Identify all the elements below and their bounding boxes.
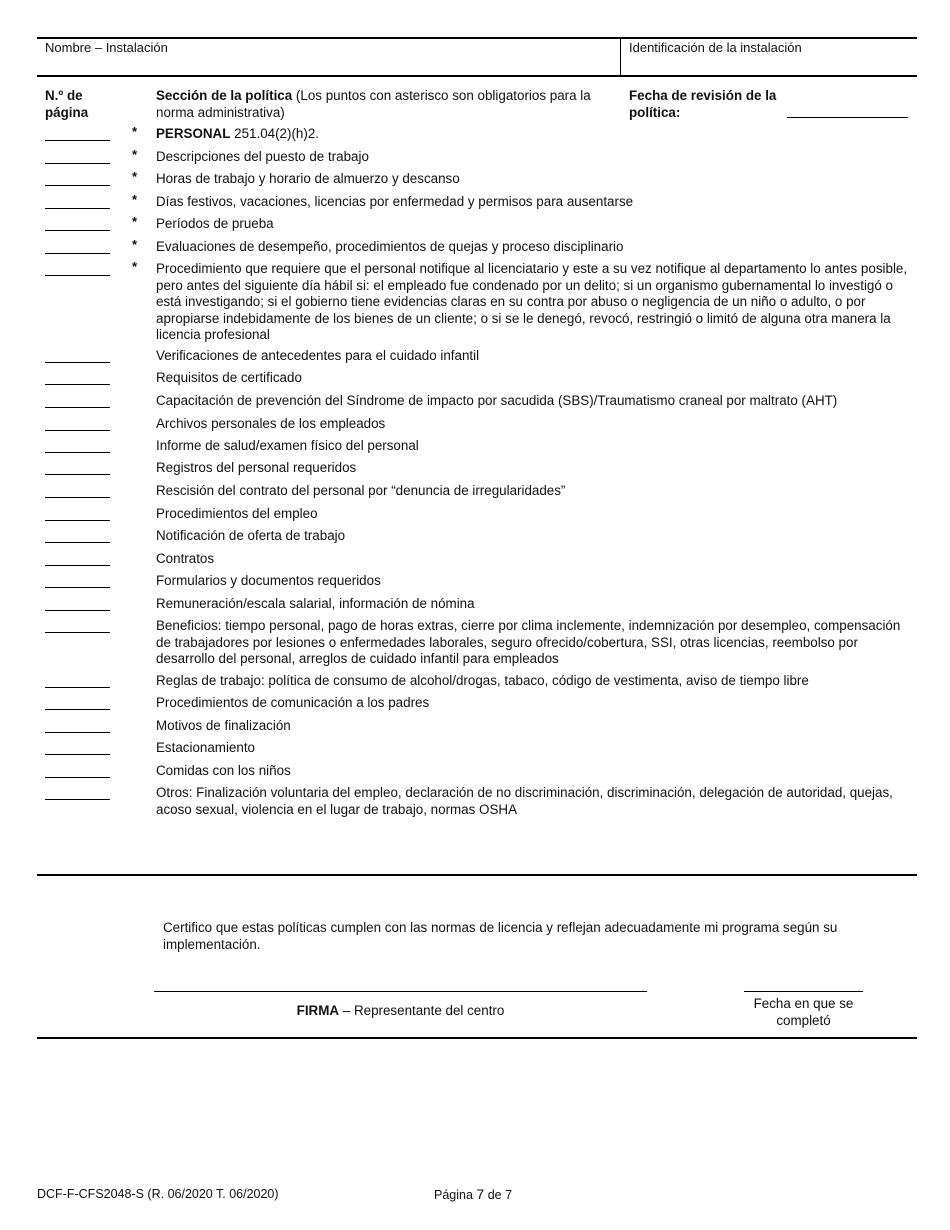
policy-item-text <box>156 416 908 433</box>
facility-name-label: Nombre – Instalación <box>45 40 168 55</box>
policy-item-label: Remuneración/escala salarial, información de nómina <box>156 596 475 611</box>
policy-item-text <box>156 506 908 523</box>
policy-item-label: Descripciones del puesto de trabajo <box>156 149 369 164</box>
policy-item-text <box>156 718 908 735</box>
policy-item-label: Requisitos de certificado <box>156 370 302 385</box>
required-asterisk: * <box>132 259 138 274</box>
page-number-blank[interactable] <box>45 632 110 633</box>
page-number-blank[interactable] <box>45 253 110 254</box>
required-asterisk: * <box>132 124 138 139</box>
certification-bottom-rule <box>37 1037 917 1039</box>
policy-item-label: Archivos personales de los empleados <box>156 416 386 431</box>
policy-item-label: Horas de trabajo y horario de almuerzo y descanso <box>156 171 460 186</box>
completion-date-label: Fecha en que se completó <box>753 996 854 1028</box>
required-asterisk: * <box>132 169 138 184</box>
page-number-blank[interactable] <box>45 497 110 498</box>
page-number-blank[interactable] <box>45 687 110 688</box>
facility-id-label: Identificación de la instalación <box>629 40 802 55</box>
signature-label-rest: – Representante del centro <box>339 1003 505 1018</box>
policy-item-text <box>156 673 908 690</box>
policy-item-label: 251.04(2)(h)2. <box>230 126 319 141</box>
page-current: 7 <box>476 1186 485 1202</box>
page-number-blank[interactable] <box>45 777 110 778</box>
page-number-blank[interactable] <box>45 275 110 276</box>
policy-item-label: Verificaciones de antecedentes para el cuidado infantil <box>156 348 480 363</box>
page-number-blank[interactable] <box>45 140 110 141</box>
policy-item-text <box>156 216 908 233</box>
form-id: DCF-F-CFS2048-S (R. 06/2020 T. 06/2020) <box>37 1187 279 1201</box>
policy-item-text <box>156 596 908 613</box>
policy-item-text <box>156 551 908 568</box>
policy-item-label: Días festivos, vacaciones, licencias por enfermedad y permisos para ausentarse <box>156 194 634 209</box>
page-of: de <box>487 1188 502 1202</box>
policy-item-text <box>156 785 908 818</box>
policy-item-label: Comidas con los niños <box>156 763 291 778</box>
policy-item-text <box>156 393 908 410</box>
page-number-blank[interactable] <box>45 610 110 611</box>
policy-item-label: Notificación de oferta de trabajo <box>156 528 346 543</box>
policy-section-note: (Los puntos con asterisco son obligatorios para la norma administrativa) <box>156 88 591 120</box>
facility-name-field[interactable] <box>45 40 615 74</box>
page-number-blank[interactable] <box>45 542 110 543</box>
policy-item-label: Otros: Finalización voluntaria del empleo, declaración de no discriminación, discriminación, delegación de autoridad, quejas, acoso sexual, violencia en el lugar de trabajo, normas OSHA <box>156 785 893 817</box>
policy-item-label: Informe de salud/examen físico del personal <box>156 438 419 453</box>
page-number-blank[interactable] <box>45 565 110 566</box>
required-asterisk: * <box>132 147 138 162</box>
policy-item-text <box>156 483 908 500</box>
required-asterisk: * <box>132 192 138 207</box>
page-number-blank[interactable] <box>45 230 110 231</box>
page-label: Página <box>434 1188 473 1202</box>
revision-date-input-line[interactable] <box>787 117 908 118</box>
policy-item-label: Rescisión del contrato del personal por “denuncia de irregularidades” <box>156 483 566 498</box>
policy-item-text <box>156 460 908 477</box>
header-top-rule <box>37 37 917 39</box>
page-number-blank[interactable] <box>45 709 110 710</box>
page-number-blank[interactable] <box>45 799 110 800</box>
certification-top-rule <box>37 874 917 876</box>
page-number-blank[interactable] <box>45 474 110 475</box>
page-indicator <box>434 1186 512 1204</box>
policy-item-text <box>156 261 908 344</box>
signature-label-bold: FIRMA <box>296 1003 340 1018</box>
policy-item-bold: PERSONAL <box>156 126 231 141</box>
completion-date-line[interactable] <box>744 991 863 992</box>
policy-item-label: Contratos <box>156 551 215 566</box>
policy-item-text <box>156 528 908 545</box>
header-bottom-rule <box>37 75 917 77</box>
policy-item-label: Motivos de finalización <box>156 718 291 733</box>
policy-item-text <box>156 573 908 590</box>
policy-section-label: Sección de la política <box>156 88 293 103</box>
policy-section-column-header <box>156 88 606 121</box>
page-number-blank[interactable] <box>45 407 110 408</box>
header-divider <box>620 38 621 76</box>
page-number-blank[interactable] <box>45 208 110 209</box>
policy-item-label: Períodos de prueba <box>156 216 274 231</box>
page-number-blank[interactable] <box>45 754 110 755</box>
policy-item-text <box>156 695 908 712</box>
facility-id-field[interactable] <box>629 40 914 74</box>
policy-item-label: Procedimientos de comunicación a los padres <box>156 695 430 710</box>
revision-date-column-header: Fecha de revisión de la política: <box>629 88 777 120</box>
policy-item-text <box>156 171 908 188</box>
policy-item-text <box>156 126 908 143</box>
signature-line[interactable] <box>154 991 647 992</box>
required-asterisk: * <box>132 237 138 252</box>
certification-statement: Certifico que estas políticas cumplen con las normas de licencia y reflejan adecuadamente mi programa según su implementación. <box>163 920 838 952</box>
policy-item-label: Estacionamiento <box>156 740 255 755</box>
policy-item-label: Formularios y documentos requeridos <box>156 573 381 588</box>
policy-item-label: Evaluaciones de desempeño, procedimientos de quejas y proceso disciplinario <box>156 239 624 254</box>
page-number-blank[interactable] <box>45 163 110 164</box>
required-asterisk: * <box>132 214 138 229</box>
page-number-column-header: N.º de página <box>45 88 89 120</box>
policy-item-label: Reglas de trabajo: política de consumo de alcohol/drogas, tabaco, código de vestimenta, aviso de tiempo libre <box>156 673 809 688</box>
policy-item-label: Capacitación de prevención del Síndrome de impacto por sacudida (SBS)/Traumatismo craneal por maltrato (AHT) <box>156 393 838 408</box>
policy-item-text <box>156 740 908 757</box>
page-total: 7 <box>505 1188 513 1202</box>
page-number-blank[interactable] <box>45 587 110 588</box>
page-number-blank[interactable] <box>45 732 110 733</box>
policy-item-label: Beneficios: tiempo personal, pago de horas extras, cierre por clima inclemente, indemnización por desempleo, compensación de trabajadores por lesiones o enfermedades laborales, seguro ofrecido/cobertura, SSI, otras licencias, reembolso por desarrollo del personal, arreglos de cuidado infantil para empleados <box>156 618 901 666</box>
policy-item-text <box>156 194 908 211</box>
page-number-blank[interactable] <box>45 452 110 453</box>
policy-item-text <box>156 763 908 780</box>
policy-item-text <box>156 149 908 166</box>
signature-label <box>154 1003 647 1020</box>
policy-item-label: Procedimientos del empleo <box>156 506 318 521</box>
page-number-blank[interactable] <box>45 430 110 431</box>
page-number-blank[interactable] <box>45 185 110 186</box>
policy-item-text <box>156 438 908 455</box>
policy-item-label: Procedimiento que requiere que el personal notifique al licenciatario y este a su vez notifique al departamento lo antes posible, pero antes del siguiente día hábil si: el empleado fue condenado por un delito; si un organismo gubernamental lo investigó o está investigando; si el gobierno tiene evidencias claras en su contra por abuso o negligencia de un niño o adulto, o por apropiarse indebidamente de los bienes de un cliente; o si se le denegó, revocó, restringió o limitó de alguna otra manera la licencia profesional <box>156 261 908 342</box>
policy-item-text <box>156 618 908 668</box>
page-number-blank[interactable] <box>45 384 110 385</box>
policy-item-text <box>156 348 908 365</box>
policy-item-label: Registros del personal requeridos <box>156 460 357 475</box>
policy-item-text <box>156 239 908 256</box>
page-number-blank[interactable] <box>45 362 110 363</box>
policy-item-text <box>156 370 908 387</box>
page-number-blank[interactable] <box>45 520 110 521</box>
